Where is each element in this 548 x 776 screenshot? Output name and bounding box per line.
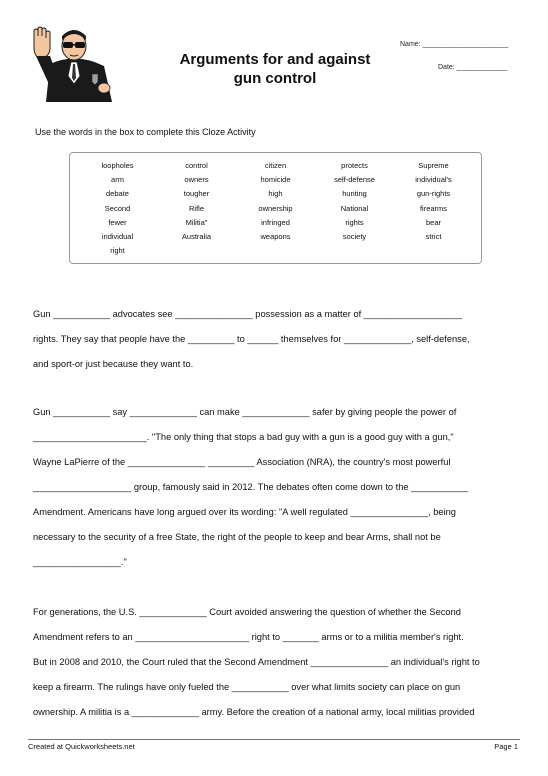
word-bank-item: rights: [345, 217, 364, 227]
word-bank-item: self-defense: [334, 175, 375, 185]
word-bank-grid: [78, 159, 473, 258]
word-bank-item: National: [340, 203, 369, 213]
word-bank-item: homicide: [260, 175, 291, 185]
word-bank-item: fewer: [108, 217, 127, 227]
paragraph-line: and sport-or just because they want to.: [33, 359, 194, 369]
word-bank-item: weapons: [260, 232, 291, 242]
word-bank-item: high: [268, 189, 283, 199]
paragraph-line: necessary to the security of a free State, the right of the people to keep and bear Arms, shall not be: [33, 532, 441, 542]
bodyguard-icon: [28, 26, 128, 106]
paragraph-1: [33, 302, 515, 377]
page-number: Page 1: [494, 742, 518, 751]
paragraph-line: Amendment refers to an ______________________ right to _______ arms or to a militia member's right.: [33, 632, 464, 642]
word-bank-item: protects: [341, 161, 368, 170]
worksheet-title: [140, 50, 410, 88]
word-bank-item: arm: [111, 175, 124, 185]
paragraph-line: For generations, the U.S. _____________ Court avoided answering the question of whether the Second: [33, 607, 461, 617]
word-bank-item: Supreme: [418, 161, 449, 170]
paragraph-line: ___________________ group, famously said in 2012. The debates often come down to the ___________: [33, 482, 469, 492]
footer-credit: Created at Quickworksheets.net: [28, 742, 135, 751]
word-bank-item: tougher: [183, 189, 210, 199]
word-bank-item: Australia: [181, 232, 212, 242]
word-bank-item: bear: [425, 217, 441, 227]
paragraph-line: _________________.": [33, 557, 127, 567]
name-field-label[interactable]: Name: ______________________: [400, 41, 509, 48]
word-bank-item: individual: [101, 232, 134, 242]
word-bank-item: gun-rights: [416, 189, 451, 199]
paragraph-2: [33, 400, 515, 575]
word-bank-item: right: [110, 246, 125, 256]
paragraph-line: Amendment. Americans have long argued over its wording: "A well regulated _______________, being: [33, 507, 456, 517]
word-bank-item: individual's: [415, 175, 452, 185]
paragraph-line: But in 2008 and 2010, the Court ruled that the Second Amendment _______________ an individual's right to: [33, 657, 480, 667]
footer-divider: [28, 739, 520, 740]
word-bank-box: [69, 152, 482, 264]
paragraph-line: Gun ___________ advocates see _______________ possession as a matter of ___________________: [33, 309, 463, 319]
paragraph-3: [33, 600, 515, 725]
word-bank-item: citizen: [264, 161, 287, 170]
word-bank-item: owners: [184, 175, 209, 185]
paragraph-line: keep a firearm. The rulings have only fueled the ___________ over what limits society can place on gun: [33, 682, 461, 692]
instructions: Use the words in the box to complete this Cloze Activity: [35, 127, 256, 137]
word-bank-item: Second: [104, 203, 131, 213]
date-field-label[interactable]: Date: _____________: [438, 64, 508, 71]
title-line-2: gun control: [233, 70, 317, 87]
bodyguard-clipart: [28, 26, 128, 106]
word-bank-item: Militia": [185, 217, 208, 227]
word-bank-item: hunting: [342, 189, 367, 199]
paragraph-line: Wayne LaPierre of the _______________ _________ Association (NRA), the country's most powerful: [33, 457, 451, 467]
title-line-1: Arguments for and against: [179, 51, 371, 68]
word-bank-item: Rifle: [188, 203, 204, 213]
word-bank-item: strict: [425, 232, 442, 242]
paragraph-line: rights. They say that people have the _________ to ______ themselves for _____________, self-defense,: [33, 334, 470, 344]
word-bank-item: firearms: [419, 203, 448, 213]
paragraph-line: Gun ___________ say _____________ can make _____________ safer by giving people the power of: [33, 407, 457, 417]
word-bank-item: debate: [106, 189, 129, 199]
word-bank-item: ownership: [258, 203, 293, 213]
paragraph-line: ______________________. "The only thing that stops a bad guy with a gun is a good guy with a gun,": [33, 432, 454, 442]
word-bank-item: infringed: [261, 217, 290, 227]
paragraph-line: ownership. A militia is a _____________ army. Before the creation of a national army, local militias provided: [33, 707, 475, 717]
word-bank-item: society: [342, 232, 367, 242]
word-bank-item: control: [185, 161, 208, 170]
word-bank-item: loopholes: [101, 161, 134, 170]
